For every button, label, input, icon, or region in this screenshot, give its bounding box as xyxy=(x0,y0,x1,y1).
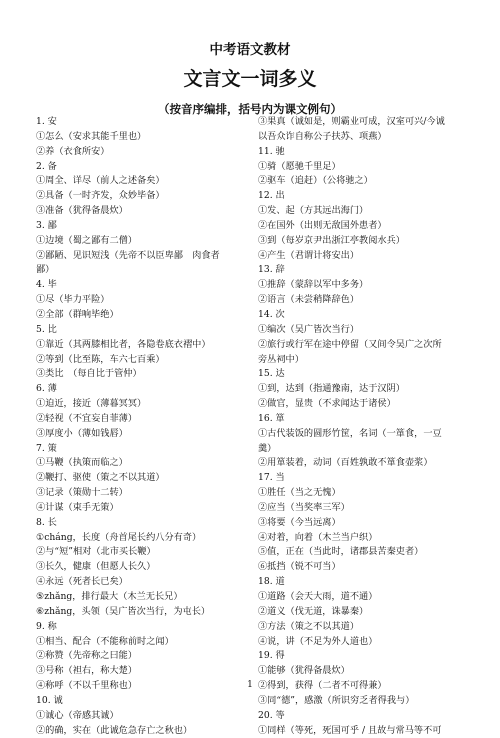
text-line: ①靠近（其两膝相比者，各隐卷底衣褶中） xyxy=(36,338,211,350)
text-line: ③长久，健康（但愿人长久） xyxy=(36,561,156,573)
text-line: 2. 备 xyxy=(36,160,57,172)
text-line: ①尽（毕力平险） xyxy=(36,294,110,306)
text-line: ④产生（君谓计将安出） xyxy=(258,249,360,261)
document-subtitle: （按音序编排，括号内为课文例句） xyxy=(158,102,342,116)
text-line: ③果真（诚如是，则霸业可成，汉室可兴/今诚 xyxy=(258,116,445,127)
series-title: 中考语文教材 xyxy=(209,42,291,58)
text-line: 12. 出 xyxy=(258,190,285,202)
text-line: 1. 安 xyxy=(36,116,57,127)
text-line: ②等到（比至陈，车六七百乘） xyxy=(36,353,165,365)
text-line: 16. 箪 xyxy=(258,412,285,424)
text-line: ③将要（今当远离） xyxy=(258,516,341,528)
text-line: ①古代装饭的圆形竹筐，名词（一箪食，一豆 xyxy=(258,427,442,439)
text-line: ②得到，获得（二者不可得兼） xyxy=(258,680,387,692)
text-line: 15. 达 xyxy=(258,368,285,380)
text-line: ①迫近，接近（薄暮冥冥） xyxy=(36,398,147,410)
text-line: ①相当、配合（不能称前时之闻） xyxy=(36,635,174,647)
text-line: ⑤zhǎng，排行最大（木兰无长兄） xyxy=(36,591,183,602)
text-line: ⑥抵挡（锐不可当） xyxy=(258,561,341,573)
text-line: 8. 长 xyxy=(36,516,57,528)
text-line: ②用箪装着，动词（百姓孰敢不箪食壶浆） xyxy=(258,457,433,469)
text-line: ①cháng，长度（舟首尾长约八分有奇） xyxy=(36,531,202,543)
text-line: ①边境（蜀之鄙有二僧） xyxy=(36,234,138,246)
text-line: ②与“短”相对（北市买长鞭） xyxy=(36,546,156,558)
text-line: ①推辞（蒙辞以军中多务） xyxy=(258,279,369,291)
text-line: ⑤值，正在（当此时，诸郡县苦秦吏者） xyxy=(258,546,424,558)
text-line: ③类比 （每自比于管仲） xyxy=(36,368,142,380)
text-line: ②养（衣食所安） xyxy=(36,145,110,157)
right-column xyxy=(258,115,470,738)
text-line: ②称赞（先帝称之曰能） xyxy=(36,650,138,662)
text-line: ③记录（策勋十二转） xyxy=(36,487,128,499)
text-line: 9. 称 xyxy=(36,620,57,632)
text-line: 鄙） xyxy=(36,264,55,276)
text-line: ④称呼（不以千里称也） xyxy=(36,680,138,692)
text-line: ①马鞭（执策而临之） xyxy=(36,457,128,469)
text-line: ②轻视（不宜妄自菲薄） xyxy=(36,412,138,424)
page-number: 1 xyxy=(247,680,253,690)
text-line: ②鞭打、驱使（策之不以其道） xyxy=(36,472,165,484)
text-line: ①周全、详尽（前人之述备矣） xyxy=(36,175,165,187)
text-line: ②道义（伐无道，诛暴秦） xyxy=(258,605,369,617)
text-line: ②全部（群响毕绝） xyxy=(36,308,119,320)
text-line: ①道路（会天大雨，道不通） xyxy=(258,591,378,602)
text-line: 以吾众诈自称公子扶苏、项燕） xyxy=(258,130,387,142)
text-line: ③方法（策之不以其道） xyxy=(258,620,360,632)
text-line: 5. 比 xyxy=(36,323,57,335)
text-line: ②旅行或行军在途中停留（又间令吴广之次所 xyxy=(258,338,442,350)
text-line: ②做官，显贵（不求闻达于诸侯） xyxy=(258,398,396,410)
text-line: 7. 策 xyxy=(36,442,57,454)
text-line: 17. 当 xyxy=(258,472,285,484)
text-line: 羹） xyxy=(258,442,277,454)
text-line: ③到（每岁京尹出浙江亭教阅水兵） xyxy=(258,234,405,246)
text-line: 6. 薄 xyxy=(36,383,57,395)
text-line: 3. 鄙 xyxy=(36,219,57,231)
text-line: ①发、起（方其远出海门） xyxy=(258,205,369,217)
text-line: ④说，讲（不足为外人道也） xyxy=(258,635,378,647)
text-line: ③同“德”，感激（所识穷乏者得我与） xyxy=(258,694,415,706)
document-header xyxy=(0,38,500,117)
text-line: 4. 毕 xyxy=(36,279,57,291)
text-line: 10. 诚 xyxy=(36,694,63,706)
text-line: ③号称（袒右，称大楚） xyxy=(36,665,138,677)
text-line: ①能够（犹得备晨炊） xyxy=(258,665,350,677)
text-line: ②应当（当奖率三军） xyxy=(258,501,350,513)
text-line: ⑥zhǎng，头领（吴广皆次当行，为屯长） xyxy=(36,605,211,617)
left-column xyxy=(36,115,250,738)
text-line: 18. 道 xyxy=(258,576,285,588)
text-line: ①编次（吴广皆次当行） xyxy=(258,323,360,335)
text-line: 19. 得 xyxy=(258,650,285,662)
text-line: ①诚心（帝感其诚） xyxy=(36,709,119,721)
document-title: 文言文一词多义 xyxy=(183,68,317,90)
text-line: ②的确，实在（此诚危急存亡之秋也） xyxy=(36,724,193,736)
text-line: ①胜任（当之无愧） xyxy=(258,487,341,499)
text-line: 13. 辞 xyxy=(258,264,285,276)
text-line: ②驱车（追赶）（公将驰之） xyxy=(258,175,373,187)
text-line: 20. 等 xyxy=(258,709,285,721)
text-line: 旁丛祠中） xyxy=(258,353,304,365)
text-line: ②在国外（出则无敌国外患者） xyxy=(258,219,387,231)
text-line: ④计谋（束手无策） xyxy=(36,501,119,513)
text-line: ④对着，向着（木兰当户织） xyxy=(258,531,378,543)
text-line: ④永远（死者长已矣） xyxy=(36,576,128,588)
text-line: ①到，达到（指通豫南，达于汉阴） xyxy=(258,383,405,395)
text-line: ②鄙陋、见识短浅（先帝不以臣卑鄙 肉食者 xyxy=(36,249,220,261)
text-line: ③准备（犹得备晨炊） xyxy=(36,205,128,217)
text-line: ②具备（一时齐发，众妙毕备） xyxy=(36,190,165,202)
text-line: ①骑（愿驰千里足） xyxy=(258,160,341,172)
text-line: ①怎么（安求其能千里也） xyxy=(36,130,147,142)
text-line: ②语言（未尝稍降辞色） xyxy=(258,294,360,306)
text-line: 11. 驰 xyxy=(258,145,285,157)
text-line: 14. 次 xyxy=(258,308,285,320)
text-line: ①同样（等死，死国可乎 / 且故与常马等不可 xyxy=(258,724,442,736)
text-line: ③厚度小（薄如钱唇） xyxy=(36,427,128,439)
